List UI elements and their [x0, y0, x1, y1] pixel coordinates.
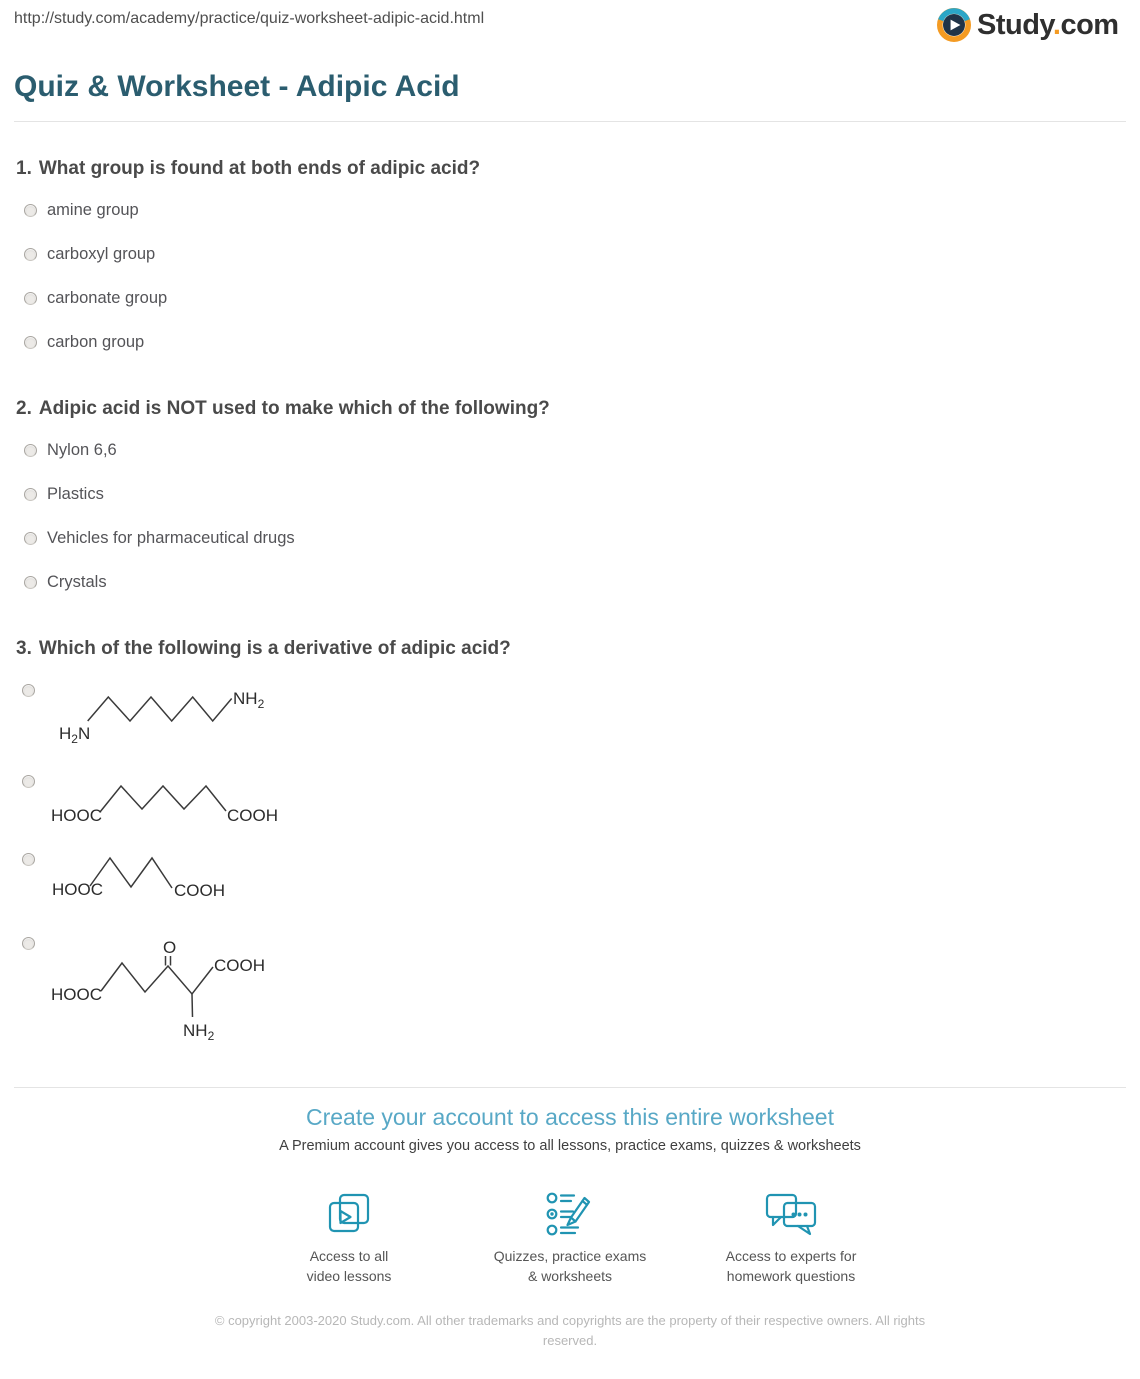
structure-option-3-diacid-short [51, 845, 251, 903]
structure-option-4-amino-keto-diacid [51, 932, 286, 1044]
feature-list [0, 1188, 1140, 1286]
top-chem-label: O [163, 938, 177, 957]
q3-option-3-radio[interactable] [22, 853, 35, 866]
option-label: amine group [47, 200, 139, 219]
left-chem-label: HOOC [51, 985, 102, 1004]
video-lessons-icon [239, 1188, 460, 1242]
question-1-options [16, 188, 1124, 364]
copyright-notice: © copyright 2003-2020 Study.com. All other trademarks and copyrights are the property of their respective owners. All rights reserved. [214, 1313, 926, 1348]
left-chem-label: HOOC [51, 806, 102, 825]
radio-button[interactable] [24, 532, 37, 545]
cta-subtitle: A Premium account gives you access to all lessons, practice exams, quizzes & worksheets [279, 1138, 861, 1154]
footer-divider [14, 1087, 1126, 1088]
left-chem-label: $H_2N$ [59, 724, 91, 746]
radio-button[interactable] [24, 444, 37, 457]
right-chem-label: COOH [174, 881, 225, 900]
q1-option-3[interactable] [16, 276, 1124, 320]
page-title: Quiz & Worksheet - Adipic Acid [14, 70, 460, 103]
right-chem-label: COOH [227, 806, 278, 825]
carbon-chain-bonds [88, 697, 232, 721]
studycom-logo-text: Study.com [977, 9, 1119, 41]
question-3 [16, 636, 1124, 1046]
option-label: carboxyl group [47, 244, 156, 263]
q1-option-4[interactable] [16, 320, 1124, 364]
feature-label: Access to all video lessons [306, 1248, 392, 1284]
feature-video-lessons [239, 1188, 460, 1286]
q3-option-2-radio[interactable] [22, 775, 35, 788]
radio-button[interactable] [24, 336, 37, 349]
q3-option-1-radio[interactable] [22, 684, 35, 697]
question-number: 2. [16, 398, 32, 419]
q2-option-1[interactable] [16, 428, 1124, 472]
q2-option-4[interactable] [16, 560, 1124, 604]
q2-option-2[interactable] [16, 472, 1124, 516]
question-number: 3. [16, 638, 32, 659]
q3-option-4-radio[interactable] [22, 937, 35, 950]
question-text: Adipic acid is NOT used to make which of the following? [38, 398, 550, 419]
radio-button[interactable] [24, 292, 37, 305]
question-2-heading [16, 396, 1124, 422]
option-label: Nylon 6,6 [47, 440, 117, 459]
feature-quizzes-worksheets [460, 1188, 681, 1286]
question-text: What group is found at both ends of adipic acid? [38, 158, 481, 179]
studycom-logo[interactable] [936, 6, 1119, 44]
radio-button[interactable] [24, 248, 37, 261]
feature-label: Access to experts for homework questions [725, 1248, 857, 1284]
structure-option-1-diamine [55, 678, 285, 748]
option-label: carbon group [47, 332, 145, 351]
feature-expert-help [681, 1188, 902, 1286]
left-chem-label: HOOC [52, 880, 103, 899]
option-label: carbonate group [47, 288, 168, 307]
right-chem-label: $NH_2$ [233, 689, 265, 711]
right-chem-label: COOH [214, 956, 265, 975]
carbon-chain-bonds [101, 963, 213, 994]
radio-button[interactable] [24, 204, 37, 217]
radio-button[interactable] [24, 488, 37, 501]
expert-chat-icon [681, 1188, 902, 1242]
page-url: http://study.com/academy/practice/quiz-worksheet-adipic-acid.html [14, 10, 485, 27]
option-label: Crystals [47, 572, 107, 591]
q1-option-1[interactable] [16, 188, 1124, 232]
studycom-logo-icon [936, 7, 972, 43]
q2-option-3[interactable] [16, 516, 1124, 560]
bottom-chem-label: $NH_2$ [183, 1021, 215, 1043]
question-1-heading [16, 156, 1124, 182]
option-label: Vehicles for pharmaceutical drugs [47, 528, 295, 547]
cta-title: Create your account to access this entire worksheet [306, 1104, 834, 1130]
quiz-worksheet-icon [460, 1188, 681, 1242]
title-divider [14, 121, 1126, 122]
amine-bond-line [192, 994, 193, 1017]
question-number: 1. [16, 158, 32, 179]
q1-option-2[interactable] [16, 232, 1124, 276]
option-label: Plastics [47, 484, 104, 503]
question-text: Which of the following is a derivative of adipic acid? [38, 638, 511, 659]
question-2 [16, 396, 1124, 604]
carbon-chain-bonds [100, 786, 226, 812]
question-2-options [16, 428, 1124, 604]
question-1 [16, 156, 1124, 364]
structure-option-2-diacid-long [51, 775, 286, 830]
radio-button[interactable] [24, 576, 37, 589]
question-3-heading [16, 636, 1124, 662]
feature-label: Quizzes, practice exams & worksheets [493, 1248, 647, 1284]
